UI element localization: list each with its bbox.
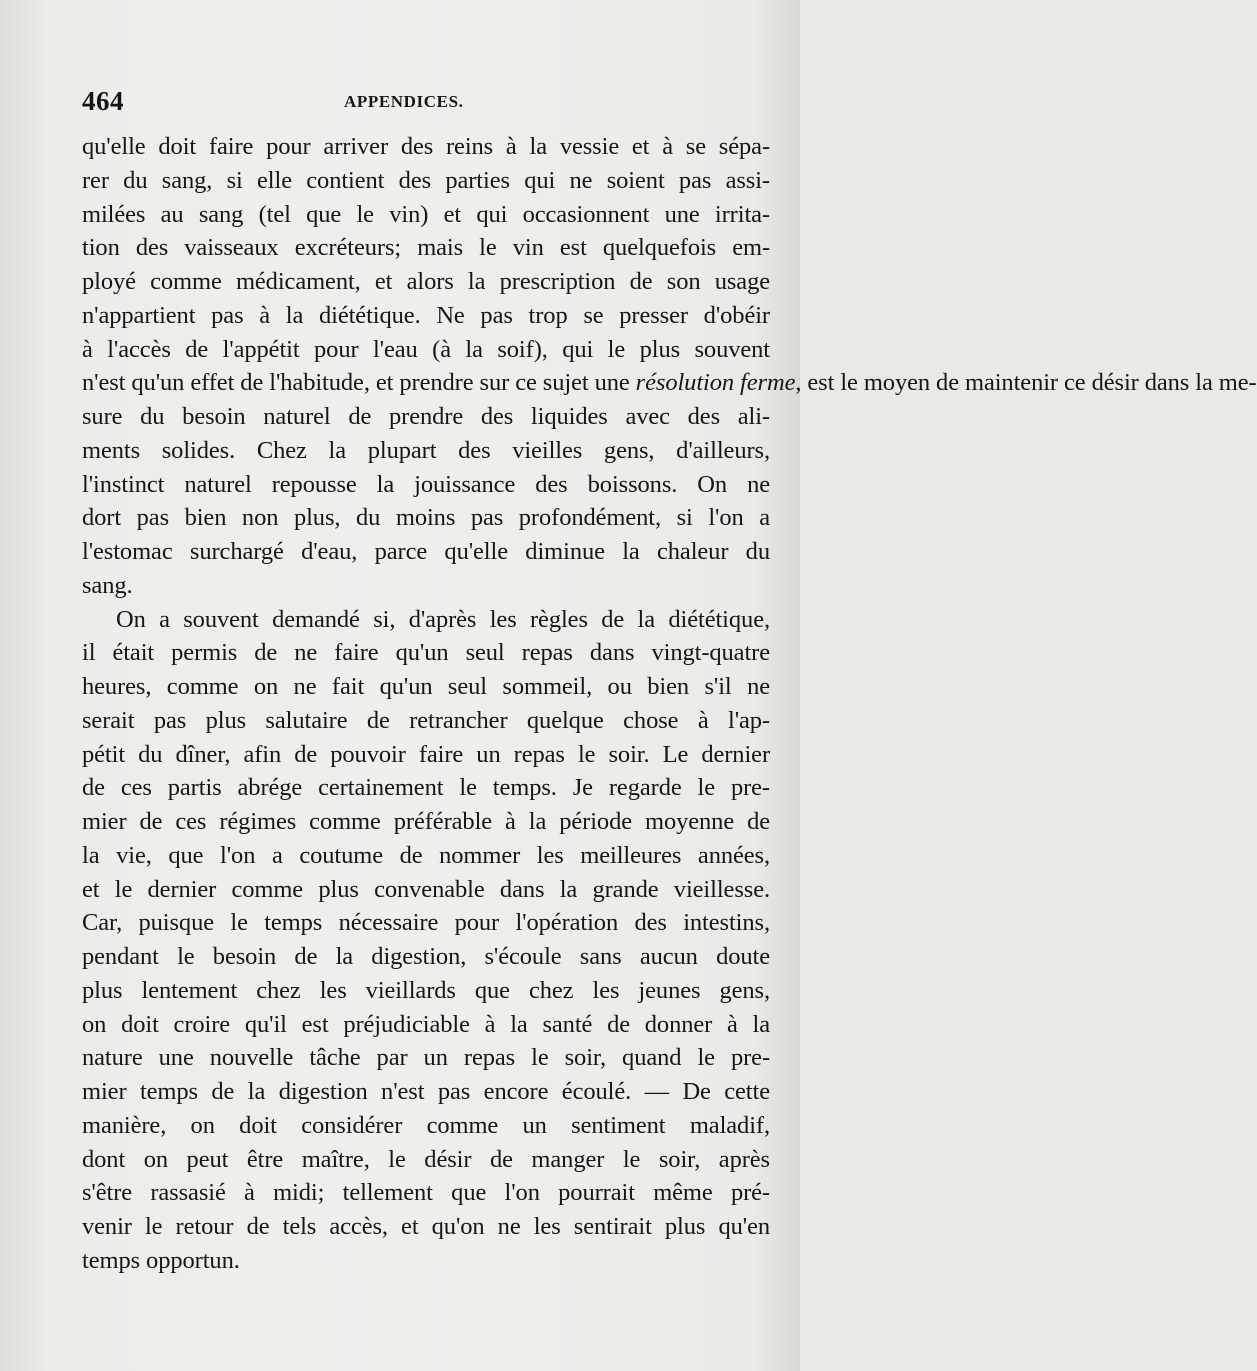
- text-line: dont on peut être maître, le désir de manger le soir, après: [82, 1145, 770, 1173]
- text-line: sang.: [82, 571, 133, 599]
- text-line: tion des vaisseaux excréteurs; mais le vin est quelquefois em-: [82, 234, 770, 262]
- text-line: On a souvent demandé si, d'après les règles de la diététique,: [116, 605, 770, 633]
- page-number: 464: [82, 86, 124, 116]
- text-line: dort pas bien non plus, du moins pas profondément, si l'on a: [82, 504, 770, 532]
- text-line: on doit croire qu'il est préjudiciable à la santé de donner à la: [82, 1010, 770, 1038]
- text-line: ments solides. Chez la plupart des vieilles gens, d'ailleurs,: [82, 436, 770, 464]
- text-line: sure du besoin naturel de prendre des liquides avec des ali-: [82, 403, 770, 430]
- text-line: de ces partis abrége certainement le temps. Je regarde le pre-: [82, 774, 770, 802]
- text-line: [82, 366, 1257, 400]
- text-line: et le dernier comme plus convenable dans la grande vieillesse.: [82, 875, 770, 903]
- text-line: rer du sang, si elle contient des parties qui ne soient pas assi-: [82, 166, 770, 194]
- text-line: qu'elle doit faire pour arriver des reins à la vessie et à se sépa-: [82, 133, 770, 160]
- text-line: Car, puisque le temps nécessaire pour l'opération des intestins,: [82, 909, 770, 937]
- text-segment: , est le moyen de maintenir ce désir dans la me-: [795, 369, 1257, 397]
- paragraph-2: [82, 603, 770, 1278]
- text-line: il était permis de ne faire qu'un seul repas dans vingt-quatre: [82, 639, 770, 667]
- paragraph-1: [82, 130, 1257, 603]
- text-line: pendant le besoin de la digestion, s'écoule sans aucun doute: [82, 943, 770, 970]
- text-segment: n'est qu'un effet de l'habitude, et prendre sur ce sujet une: [82, 369, 636, 397]
- text-line: la vie, que l'on a coutume de nommer les meilleures années,: [82, 841, 770, 869]
- text-line: l'estomac surchargé d'eau, parce qu'elle diminue la chaleur du: [82, 538, 770, 565]
- text-line: s'être rassasié à midi; tellement que l'on pourrait même pré-: [82, 1179, 770, 1207]
- text-line: pétit du dîner, afin de pouvoir faire un repas le soir. Le dernier: [82, 740, 770, 768]
- italic-text: résolution ferme: [635, 369, 796, 397]
- text-line: mier temps de la digestion n'est pas encore écoulé. — De cette: [82, 1078, 770, 1105]
- text-line: nature une nouvelle tâche par un repas le soir, quand le pre-: [82, 1044, 770, 1072]
- text-line: plus lentement chez les vieillards que chez les jeunes gens,: [82, 976, 770, 1004]
- text-line: serait pas plus salutaire de retrancher quelque chose à l'ap-: [82, 706, 770, 734]
- text-line: à l'accès de l'appétit pour l'eau (à la soif), qui le plus souvent: [82, 335, 770, 363]
- text-line: n'appartient pas à la diététique. Ne pas trop se presser d'obéir: [82, 301, 770, 329]
- text-line: manière, on doit considérer comme un sentiment maladif,: [82, 1111, 770, 1139]
- running-head: APPENDICES.: [344, 92, 464, 111]
- text-line: milées au sang (tel que le vin) et qui occasionnent une irrita-: [82, 200, 770, 228]
- text-line: venir le retour de tels accès, et qu'on ne les sentirait plus qu'en: [82, 1213, 770, 1240]
- page-header: [82, 86, 772, 120]
- body-text: [82, 130, 1257, 1278]
- text-line: temps opportun.: [82, 1246, 240, 1274]
- text-line: ployé comme médicament, et alors la prescription de son usage: [82, 268, 770, 295]
- text-line: l'instinct naturel repousse la jouissance des boissons. On ne: [82, 470, 770, 498]
- text-line: mier de ces régimes comme préférable à la période moyenne de: [82, 808, 770, 835]
- text-line: heures, comme on ne fait qu'un seul sommeil, ou bien s'il ne: [82, 673, 770, 700]
